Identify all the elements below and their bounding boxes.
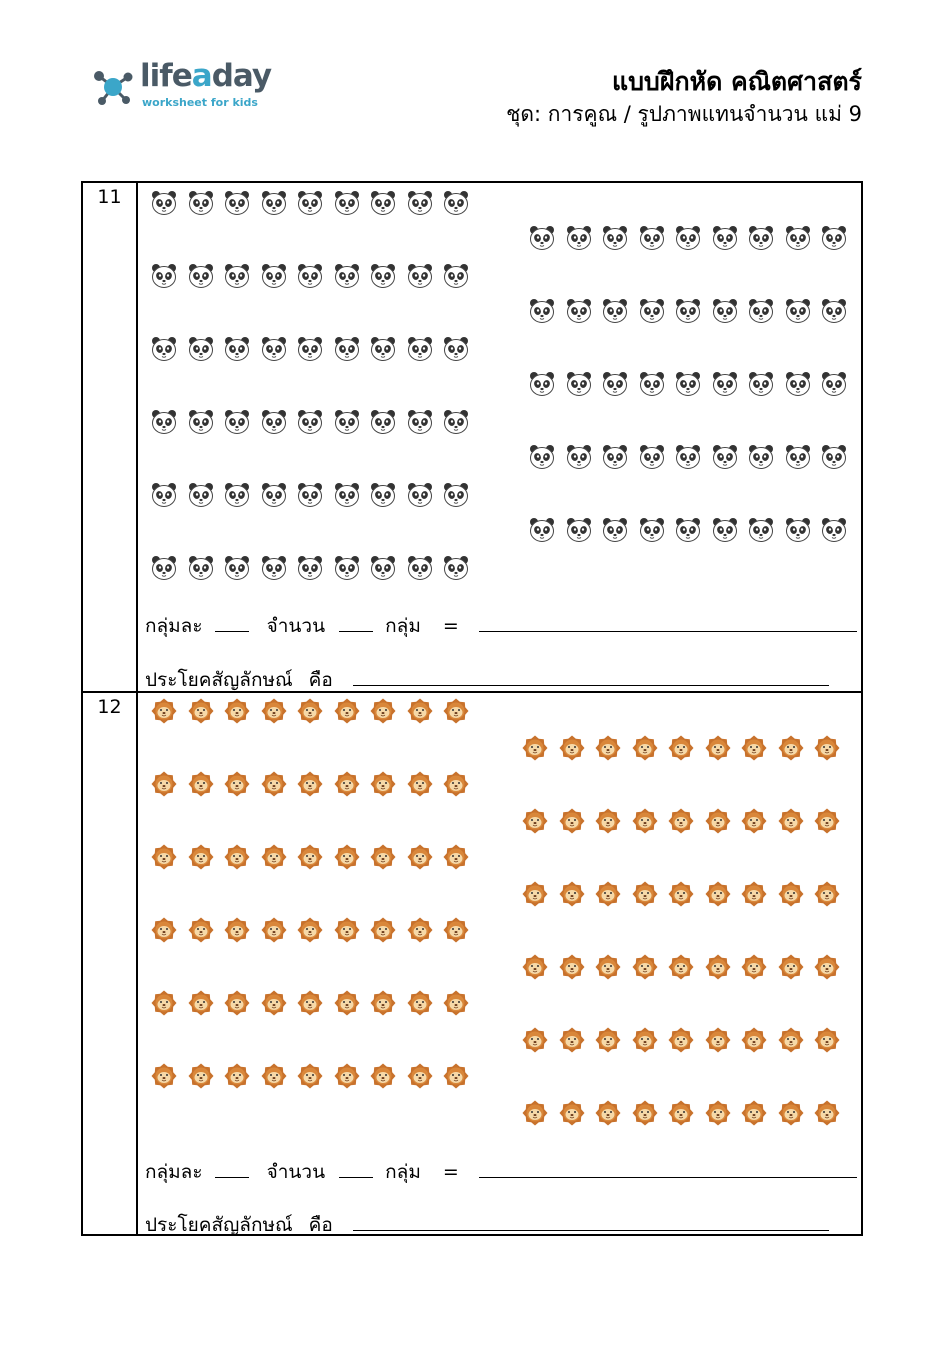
lion-icon (261, 1063, 287, 1089)
panda-icon (334, 190, 360, 216)
panda-icon (675, 371, 701, 397)
lifeaday-logo (90, 58, 290, 117)
lion-icon (261, 698, 287, 724)
panda-icon (443, 336, 469, 362)
lion-icon (814, 735, 840, 761)
lion-icon (370, 1063, 396, 1089)
lion-icon (595, 881, 621, 907)
lion-icon (668, 881, 694, 907)
count-blank[interactable] (339, 630, 373, 632)
lion-icon (559, 735, 585, 761)
lion-icon (559, 1100, 585, 1126)
lion-icon (741, 735, 767, 761)
panda-icon (370, 409, 396, 435)
panda-icon (151, 263, 177, 289)
lion-icon (632, 735, 658, 761)
lion-icon (632, 881, 658, 907)
lion-icon (741, 881, 767, 907)
panda-icon (443, 190, 469, 216)
panda-icon (188, 555, 214, 581)
lion-icon (151, 771, 177, 797)
panda-icon (334, 409, 360, 435)
lion-icon (224, 917, 250, 943)
lion-icon (370, 844, 396, 870)
panda-icon (566, 225, 592, 251)
panda-icon (639, 225, 665, 251)
panda-icon (529, 225, 555, 251)
lion-icon (668, 954, 694, 980)
panda-icon (224, 190, 250, 216)
panda-icon (151, 409, 177, 435)
lion-icon (407, 917, 433, 943)
lion-icon (188, 844, 214, 870)
logo-molecule-icon (90, 64, 136, 110)
panda-icon (370, 555, 396, 581)
is-label: คือ (308, 1214, 333, 1236)
panda-icon (188, 190, 214, 216)
lion-icon (778, 1100, 804, 1126)
worksheet-table (81, 181, 863, 1236)
panda-icon (224, 336, 250, 362)
panda-icon (675, 444, 701, 470)
lion-icon (705, 954, 731, 980)
panda-icon (529, 444, 555, 470)
panda-icon (297, 190, 323, 216)
lion-icon (334, 990, 360, 1016)
lion-icon (522, 954, 548, 980)
icon-row-left (151, 263, 480, 289)
lion-icon (370, 917, 396, 943)
panda-icon (151, 555, 177, 581)
panda-icon (821, 298, 847, 324)
lion-icon (814, 881, 840, 907)
lion-icon (443, 844, 469, 870)
page-subtitle: ชุด: การคูณ / รูปภาพแทนจำนวน แม่ 9 (506, 102, 862, 126)
panda-icon (785, 517, 811, 543)
lion-icon (297, 1063, 323, 1089)
lion-icon (188, 917, 214, 943)
lion-icon (559, 1027, 585, 1053)
panda-icon (334, 555, 360, 581)
panda-icon (261, 482, 287, 508)
icon-row-left (151, 990, 480, 1016)
lion-icon (224, 1063, 250, 1089)
lion-icon (705, 1027, 731, 1053)
lion-icon (668, 1100, 694, 1126)
lion-icon (632, 1027, 658, 1053)
panda-icon (224, 409, 250, 435)
lion-icon (151, 917, 177, 943)
panda-icon (821, 225, 847, 251)
lion-icon (334, 1063, 360, 1089)
panda-icon (639, 517, 665, 543)
lion-icon (370, 990, 396, 1016)
panda-icon (224, 263, 250, 289)
count-label: จำนวน (266, 615, 326, 637)
icon-row-right (529, 298, 858, 324)
lion-icon (595, 735, 621, 761)
per-group-blank[interactable] (215, 630, 249, 632)
logo-tagline: worksheet for kids (142, 96, 258, 109)
equals-sign: = (442, 615, 459, 637)
panda-icon (407, 336, 433, 362)
answer-line-groups (145, 1157, 857, 1187)
page-title: แบบฝึกหัด คณิตศาสตร์ (611, 67, 862, 96)
lion-icon (778, 1027, 804, 1053)
lion-icon (814, 808, 840, 834)
lion-icon (188, 698, 214, 724)
panda-icon (748, 371, 774, 397)
number-sentence-blank[interactable] (353, 684, 829, 686)
panda-icon (821, 517, 847, 543)
total-blank[interactable] (479, 1176, 857, 1178)
number-sentence-label: ประโยคสัญลักษณ์ (145, 669, 293, 691)
icon-row-right (529, 371, 858, 397)
equals-sign: = (442, 1161, 459, 1183)
lion-icon (261, 990, 287, 1016)
lion-icon (297, 771, 323, 797)
panda-icon (566, 517, 592, 543)
lion-icon (705, 1100, 731, 1126)
panda-icon (261, 263, 287, 289)
panda-icon (297, 263, 323, 289)
lion-icon (151, 1063, 177, 1089)
lion-icon (443, 698, 469, 724)
panda-icon (370, 263, 396, 289)
lion-icon (522, 1027, 548, 1053)
icon-row-right (522, 954, 851, 980)
panda-icon (529, 517, 555, 543)
panda-icon (443, 263, 469, 289)
lion-icon (559, 954, 585, 980)
lion-icon (407, 1063, 433, 1089)
lion-icon (595, 1100, 621, 1126)
panda-icon (407, 263, 433, 289)
group-label: กลุ่ม (385, 1161, 421, 1183)
lion-icon (668, 735, 694, 761)
panda-icon (261, 190, 287, 216)
panda-icon (334, 482, 360, 508)
icon-row-left (151, 190, 480, 216)
panda-icon (188, 336, 214, 362)
panda-icon (224, 555, 250, 581)
panda-icon (566, 298, 592, 324)
panda-icon (712, 225, 738, 251)
number-sentence-blank[interactable] (353, 1229, 829, 1231)
answer-line-groups (145, 611, 857, 641)
panda-icon (566, 371, 592, 397)
lion-icon (741, 1100, 767, 1126)
lion-icon (705, 735, 731, 761)
panda-icon (712, 298, 738, 324)
panda-icon (443, 555, 469, 581)
number-sentence-label: ประโยคสัญลักษณ์ (145, 1214, 293, 1236)
panda-icon (443, 482, 469, 508)
icon-row-right (529, 225, 858, 251)
lion-icon (224, 990, 250, 1016)
panda-icon (639, 371, 665, 397)
lion-icon (632, 808, 658, 834)
lion-icon (188, 1063, 214, 1089)
lion-icon (814, 1027, 840, 1053)
panda-icon (712, 517, 738, 543)
panda-icon (407, 409, 433, 435)
lion-icon (261, 844, 287, 870)
icon-row-right (522, 1027, 851, 1053)
panda-icon (602, 517, 628, 543)
panda-icon (188, 409, 214, 435)
icon-row-left (151, 917, 480, 943)
panda-icon (407, 555, 433, 581)
lion-icon (443, 771, 469, 797)
panda-icon (602, 298, 628, 324)
lion-icon (334, 844, 360, 870)
lion-icon (522, 735, 548, 761)
panda-icon (675, 225, 701, 251)
lion-icon (443, 1063, 469, 1089)
lion-icon (334, 771, 360, 797)
lion-icon (595, 1027, 621, 1053)
lion-icon (334, 698, 360, 724)
panda-icon (261, 555, 287, 581)
icon-row-right (522, 808, 851, 834)
panda-icon (370, 482, 396, 508)
panda-icon (407, 190, 433, 216)
lion-icon (151, 698, 177, 724)
lion-icon (778, 881, 804, 907)
lion-icon (151, 844, 177, 870)
lion-icon (443, 990, 469, 1016)
problem-12 (83, 691, 861, 1238)
panda-icon (297, 482, 323, 508)
lion-icon (705, 881, 731, 907)
panda-icon (297, 555, 323, 581)
panda-icon (675, 517, 701, 543)
panda-icon (566, 444, 592, 470)
panda-icon (261, 336, 287, 362)
icon-row-right (529, 444, 858, 470)
panda-icon (407, 482, 433, 508)
is-label: คือ (308, 669, 333, 691)
icon-row-right (522, 881, 851, 907)
lion-icon (741, 1027, 767, 1053)
problem-number: 11 (97, 186, 122, 208)
lion-icon (778, 735, 804, 761)
icon-row-left (151, 555, 480, 581)
lion-icon (668, 1027, 694, 1053)
lion-icon (705, 808, 731, 834)
lion-icon (595, 954, 621, 980)
lion-icon (559, 808, 585, 834)
panda-icon (821, 444, 847, 470)
problem-11 (83, 183, 861, 691)
panda-icon (261, 409, 287, 435)
panda-icon (748, 517, 774, 543)
lion-icon (151, 990, 177, 1016)
panda-icon (370, 190, 396, 216)
lion-icon (188, 990, 214, 1016)
lion-icon (261, 917, 287, 943)
lion-icon (778, 954, 804, 980)
panda-icon (785, 298, 811, 324)
icon-row-left (151, 844, 480, 870)
lion-icon (443, 917, 469, 943)
total-blank[interactable] (479, 630, 857, 632)
icon-row-right (529, 517, 858, 543)
lion-icon (407, 771, 433, 797)
lion-icon (224, 698, 250, 724)
panda-icon (675, 298, 701, 324)
count-label: จำนวน (266, 1161, 326, 1183)
panda-icon (785, 444, 811, 470)
lion-icon (407, 698, 433, 724)
lion-icon (407, 844, 433, 870)
lion-icon (741, 954, 767, 980)
lion-icon (522, 808, 548, 834)
lion-icon (297, 698, 323, 724)
lion-icon (632, 1100, 658, 1126)
group-label: กลุ่ม (385, 615, 421, 637)
lion-icon (668, 808, 694, 834)
lion-icon (407, 990, 433, 1016)
lion-icon (224, 844, 250, 870)
panda-icon (602, 444, 628, 470)
panda-icon (151, 336, 177, 362)
panda-icon (748, 444, 774, 470)
per-group-label: กลุ่มละ (145, 1161, 203, 1183)
problem-number: 12 (97, 696, 122, 718)
lion-icon (522, 881, 548, 907)
panda-icon (748, 298, 774, 324)
panda-icon (151, 190, 177, 216)
panda-icon (639, 298, 665, 324)
icon-row-left (151, 482, 480, 508)
icon-row-right (522, 735, 851, 761)
icon-row-left (151, 771, 480, 797)
panda-icon (712, 371, 738, 397)
lion-icon (297, 917, 323, 943)
panda-icon (297, 336, 323, 362)
lion-icon (261, 771, 287, 797)
lion-icon (370, 698, 396, 724)
panda-icon (785, 225, 811, 251)
panda-icon (712, 444, 738, 470)
panda-icon (529, 371, 555, 397)
lion-icon (297, 844, 323, 870)
panda-icon (443, 409, 469, 435)
icon-row-left (151, 698, 480, 724)
panda-icon (334, 336, 360, 362)
panda-icon (821, 371, 847, 397)
count-blank[interactable] (339, 1176, 373, 1178)
panda-icon (529, 298, 555, 324)
lion-icon (297, 990, 323, 1016)
lion-icon (559, 881, 585, 907)
panda-icon (151, 482, 177, 508)
panda-icon (188, 263, 214, 289)
lion-icon (334, 917, 360, 943)
lion-icon (595, 808, 621, 834)
lion-icon (522, 1100, 548, 1126)
icon-row-left (151, 409, 480, 435)
lion-icon (814, 954, 840, 980)
panda-icon (224, 482, 250, 508)
logo-wordmark: lifeaday (140, 58, 272, 94)
per-group-blank[interactable] (215, 1176, 249, 1178)
panda-icon (370, 336, 396, 362)
lion-icon (741, 808, 767, 834)
panda-icon (297, 409, 323, 435)
panda-icon (188, 482, 214, 508)
lion-icon (370, 771, 396, 797)
lion-icon (814, 1100, 840, 1126)
icon-row-right (522, 1100, 851, 1126)
panda-icon (602, 371, 628, 397)
per-group-label: กลุ่มละ (145, 615, 203, 637)
lion-icon (778, 808, 804, 834)
panda-icon (334, 263, 360, 289)
panda-icon (602, 225, 628, 251)
icon-row-left (151, 336, 480, 362)
lion-icon (632, 954, 658, 980)
lion-icon (188, 771, 214, 797)
panda-icon (639, 444, 665, 470)
lion-icon (224, 771, 250, 797)
icon-row-left (151, 1063, 480, 1089)
panda-icon (748, 225, 774, 251)
answer-line-sentence (145, 1210, 829, 1240)
panda-icon (785, 371, 811, 397)
